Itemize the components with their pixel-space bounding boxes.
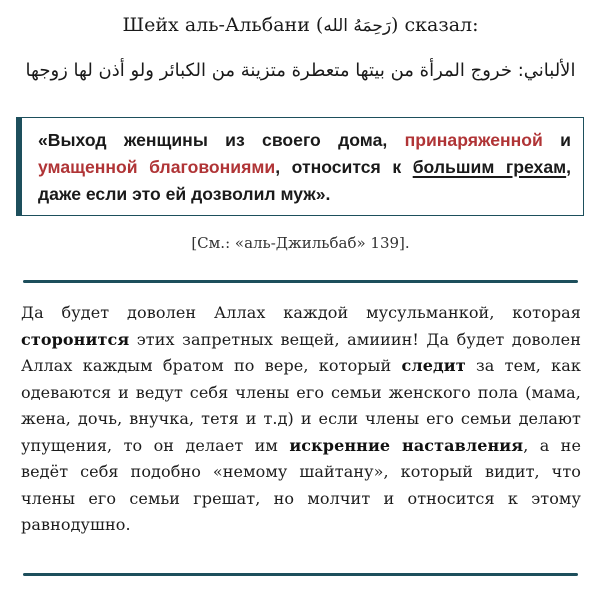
body-bold-sincere-advice: искренние наставления (289, 435, 524, 455)
source-citation: [См.: «аль-Джильбаб» 139]. (191, 234, 410, 252)
body-part-2: этих запретных вещей, амииин! Да будет доволен Аллах каждым братом по вере, который (21, 329, 581, 375)
body-bold-avoids: сторонится (21, 329, 130, 349)
body-part-1: Да будет доволен Аллах каждой мусульманкой, которая (21, 303, 581, 322)
quote-mid: , относится к (275, 157, 413, 177)
title-suffix: ) сказал: (391, 14, 479, 36)
page-title (0, 12, 601, 39)
quote-end: , даже если это ей дозволил муж». (38, 157, 572, 204)
quote-underline-major-sins: большим грехам (412, 157, 567, 177)
body-part-3: за тем, как одеваются и ведут себя члены его семьи женского пола (мама, жена, дочь, внучка, тетя и т.д) и если члены его семьи делают упущения, то он делает им (21, 356, 581, 455)
title-honorific: رَحِمَهُ الله (323, 16, 392, 36)
quote-and: и (542, 130, 571, 150)
quote-highlight-dressed-up: принаряженной (404, 130, 543, 150)
divider-bottom (23, 573, 578, 576)
body-bold-watches: следит (401, 356, 466, 375)
arabic-quote: الألباني: خروج المرأة من بيتها متعطرة متزينة من الكبائر ولو أذن لها زوجها (25, 60, 576, 81)
quote-open: «Выход женщины из своего дома, (38, 130, 405, 150)
body-part-4: , а не ведёт себя подобно «немому шайтану», который видит, что члены его семьи грешат, но молчит и относится к этому равнодушно. (21, 435, 582, 534)
quote-highlight-perfumed: умащенной благовониями (38, 157, 276, 177)
body-paragraph (21, 300, 581, 539)
title-prefix: Шейх аль-Альбани ( (122, 14, 324, 36)
quote-box (16, 117, 584, 216)
divider-top (23, 280, 578, 283)
